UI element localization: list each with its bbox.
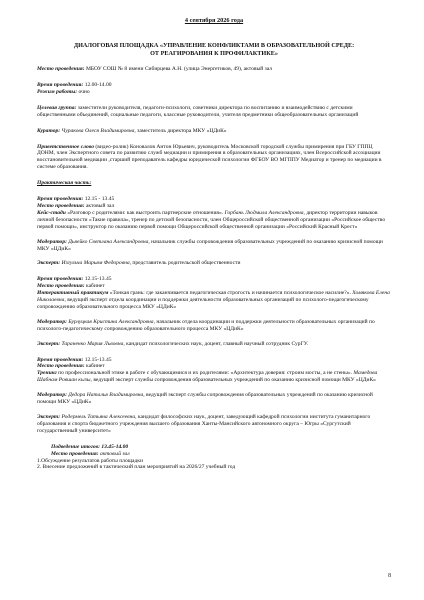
session-3-expert [37, 414, 391, 435]
session-3-training [37, 370, 391, 384]
session-2-practicum-speaker: Хомякова Елена Николаевна, [37, 290, 390, 304]
session-3-place-value: кабинет [85, 363, 105, 370]
audience-label: Целевая группа: [37, 104, 77, 111]
welcome-paragraph [37, 144, 391, 172]
session-3-place-label: Место проведения: [37, 363, 85, 370]
session-1-expert-label: Эксперт: [37, 260, 61, 267]
summary-place [37, 451, 391, 458]
session-3-moderator-name: Дедора Наталья Владимировна, [68, 392, 145, 399]
session-2-moderator-label: Модератор: [37, 318, 67, 325]
session-2-moderator-name: Бурлуцкая Кристина Александровна, [68, 318, 155, 325]
session-2-time-label: Время проведения: [37, 276, 84, 283]
session-2-practicum-rest: ведущий эксперт отдела координации и поддержки деятельности образовательных организаций по психолого-педагогическому сопровождению образовательного процесса МКУ «ЦДиК» [37, 297, 369, 310]
session-1-place-value: актовый зал [85, 202, 115, 209]
session-1-moderator-role: начальник службы сопровождения образовательных учреждений по оказанию кризисной помощи МКУ «ЦДиК» [37, 238, 383, 252]
audience-value: заместители руководителя, педагоги-психологи, советники директора по воспитанию и взаимодействию с детскими общественными объединений, социальные педагоги, классные руководители, учителя предметники общеобразовательных организаций [37, 104, 359, 118]
session-1-expert [37, 260, 391, 267]
session-2-practicum-text: «Тонкая грань: где заканчивается педагогическая строгость и начинается психологическое насилие?». [109, 290, 351, 297]
session-1-case-speaker: Горбань Людмила Александровна, [224, 209, 305, 216]
session-1-expert-role: представитель родительской общественности [132, 260, 241, 267]
session-2-expert [37, 341, 391, 348]
session-3-expert-role: кандидат философских наук, доцент, заведующий кафедрой психологии института гуманитарного образования и спорта бюджетного учреждения высшего образования Ханты-Мансийского автономного округа – Югры «Сургутский государственный университет» [37, 414, 371, 434]
document-title [37, 42, 391, 57]
event-date: 4 сентября 2026 года [184, 17, 244, 24]
welcome-label: Приветственное слово [37, 143, 94, 150]
session-2-place-value: кабинет [85, 283, 105, 290]
session-3-training-speaker: Мамедова Шабнам Ровшан кызы, [37, 370, 378, 384]
session-1-expert-name: Изгульча Марьям Федоровна, [61, 260, 132, 267]
session-1-moderator [37, 239, 391, 253]
venue-line [37, 66, 391, 73]
session-1-place [37, 203, 391, 210]
venue-value: МБОУ СОШ № 8 имени Сибирцева А.Н. (улица Энергетиков, 49), актовый зал [85, 66, 273, 73]
curator-label: Куратор: [37, 127, 61, 134]
session-2-expert-label: Эксперт: [37, 340, 61, 347]
session-1-case [37, 210, 391, 231]
session-3-moderator [37, 392, 391, 406]
time-line [37, 82, 391, 89]
session-1-time [37, 196, 391, 203]
session-1-case-text: «Разговор с родителями: как выстроить партнерские отношения». [67, 209, 224, 216]
venue-label: Место проведения: [37, 66, 85, 73]
welcome-value: (видео-ролик) Коновалов Антон Юрьевич, руководитель Московской городской службы примирения при ГБУ ГППЦ ДОНМ, член Экспертного совета по развитию служб медиации и примирения в образовательных организациях, член Всероссийской ассоциации восстановительной медиации ,старший преподаватель кафедры юридической психологии ФГБОУ ВО МГППУ Медиатор и тренер по медиации в системе образования. [37, 143, 382, 171]
session-1-place-label: Место проведения: [37, 202, 85, 209]
session-1-time-value: 12.15 - 13.45 [84, 196, 115, 203]
session-1-case-label: Кейс-стади [37, 209, 66, 216]
session-3-expert-label: Эксперт: [37, 414, 61, 420]
mode-label: Режим работы: [37, 88, 78, 95]
title-line-1: ДИАЛОГОВАЯ ПЛОЩАДКА «УПРАВЛЕНИЕ КОНФЛИКТАМИ В ОБРАЗОВАТЕЛЬНОЙ СРЕДЕ: [73, 41, 355, 49]
session-1-time-label: Время проведения: [37, 196, 84, 203]
session-2-expert-role: кандидат психологических наук, доцент, главный научный сотрудник СурГУ. [126, 340, 309, 347]
mode-value: очно [78, 88, 90, 95]
curator-name: Чуракова Олеся Владимировна, [61, 127, 136, 134]
session-3-moderator-role: ведущий эксперт службы сопровождения образовательных учреждений по оказанию кризисной помощи МКУ «ЦДиК» [37, 392, 373, 406]
mode-line [37, 89, 391, 96]
audience-paragraph [37, 105, 391, 119]
session-2-time-value: 12.15-13.45 [84, 276, 112, 283]
title-line-2: ОТ РЕАГИРОВАНИЯ К ПРОФИЛАКТИКЕ» [150, 49, 278, 57]
session-3-training-text: по профессиональной этике в работе с обучающимися и их родителями: «Архитектура доверия: строим мосты, а не стены». [58, 370, 353, 377]
session-2-practicum-label: Интерактивный практикум [37, 290, 109, 297]
session-1-moderator-name: Дьяейко Светлана Александровна, [68, 238, 150, 245]
practice-heading: Практическая часть: [37, 180, 92, 187]
curator-line [37, 128, 391, 135]
time-value: 12.00-14.00 [84, 82, 112, 88]
session-1-moderator-label: Модератор: [37, 238, 67, 245]
session-3-training-rest: ведущий эксперт службы сопровождения образовательных учреждений по оказанию кризисной помощи МКУ «ЦДиК» [93, 377, 376, 384]
summary-item-1: 1.Обсуждение результатов работы площадки [37, 457, 143, 464]
session-2-place-label: Место проведения: [37, 283, 85, 290]
session-3-time-label: Время проведения: [37, 356, 84, 363]
summary-place-value: актовый зал [99, 450, 130, 457]
summary-place-label: Место проведения: [51, 450, 99, 457]
session-3-training-label: Тренинг [37, 370, 57, 377]
summary-heading: Подведение итогов: 13.45-14.00 [51, 443, 129, 450]
curator-role: заместитель директора МКУ «ЦДиК» [137, 127, 227, 134]
session-2-practicum [37, 290, 391, 311]
page-number: 8 [388, 573, 391, 579]
time-label: Время проведения: [37, 82, 84, 88]
session-2-moderator [37, 319, 391, 333]
session-2-moderator-role: начальник отдела координации и поддержки деятельности образовательных организаций по психолого-педагогическому сопровождению образовательного процесса МКУ «ЦДиК» [37, 318, 375, 332]
session-3-time-value: 12.15-13.45 [84, 356, 112, 363]
session-1-case-rest: директор территории навыков личной безопасности «Такие правила», тренер по детской безопасности, член Общероссийской общественной организации «Российское общество первой помощи», инструктор по оказанию первой помощи Общероссийской общественной организации «Российский Красный Крест» [37, 209, 386, 230]
session-3-expert-name: Родермель Татьяна Алексеевна, [61, 414, 137, 420]
session-3-moderator-label: Модератор: [37, 392, 67, 399]
session-2-expert-name: Тараненко Мария Львовна, [61, 340, 125, 347]
summary-item-2: 2. Внесение предложений в тактический план мероприятий на 2026/27 учебный год [37, 464, 236, 471]
